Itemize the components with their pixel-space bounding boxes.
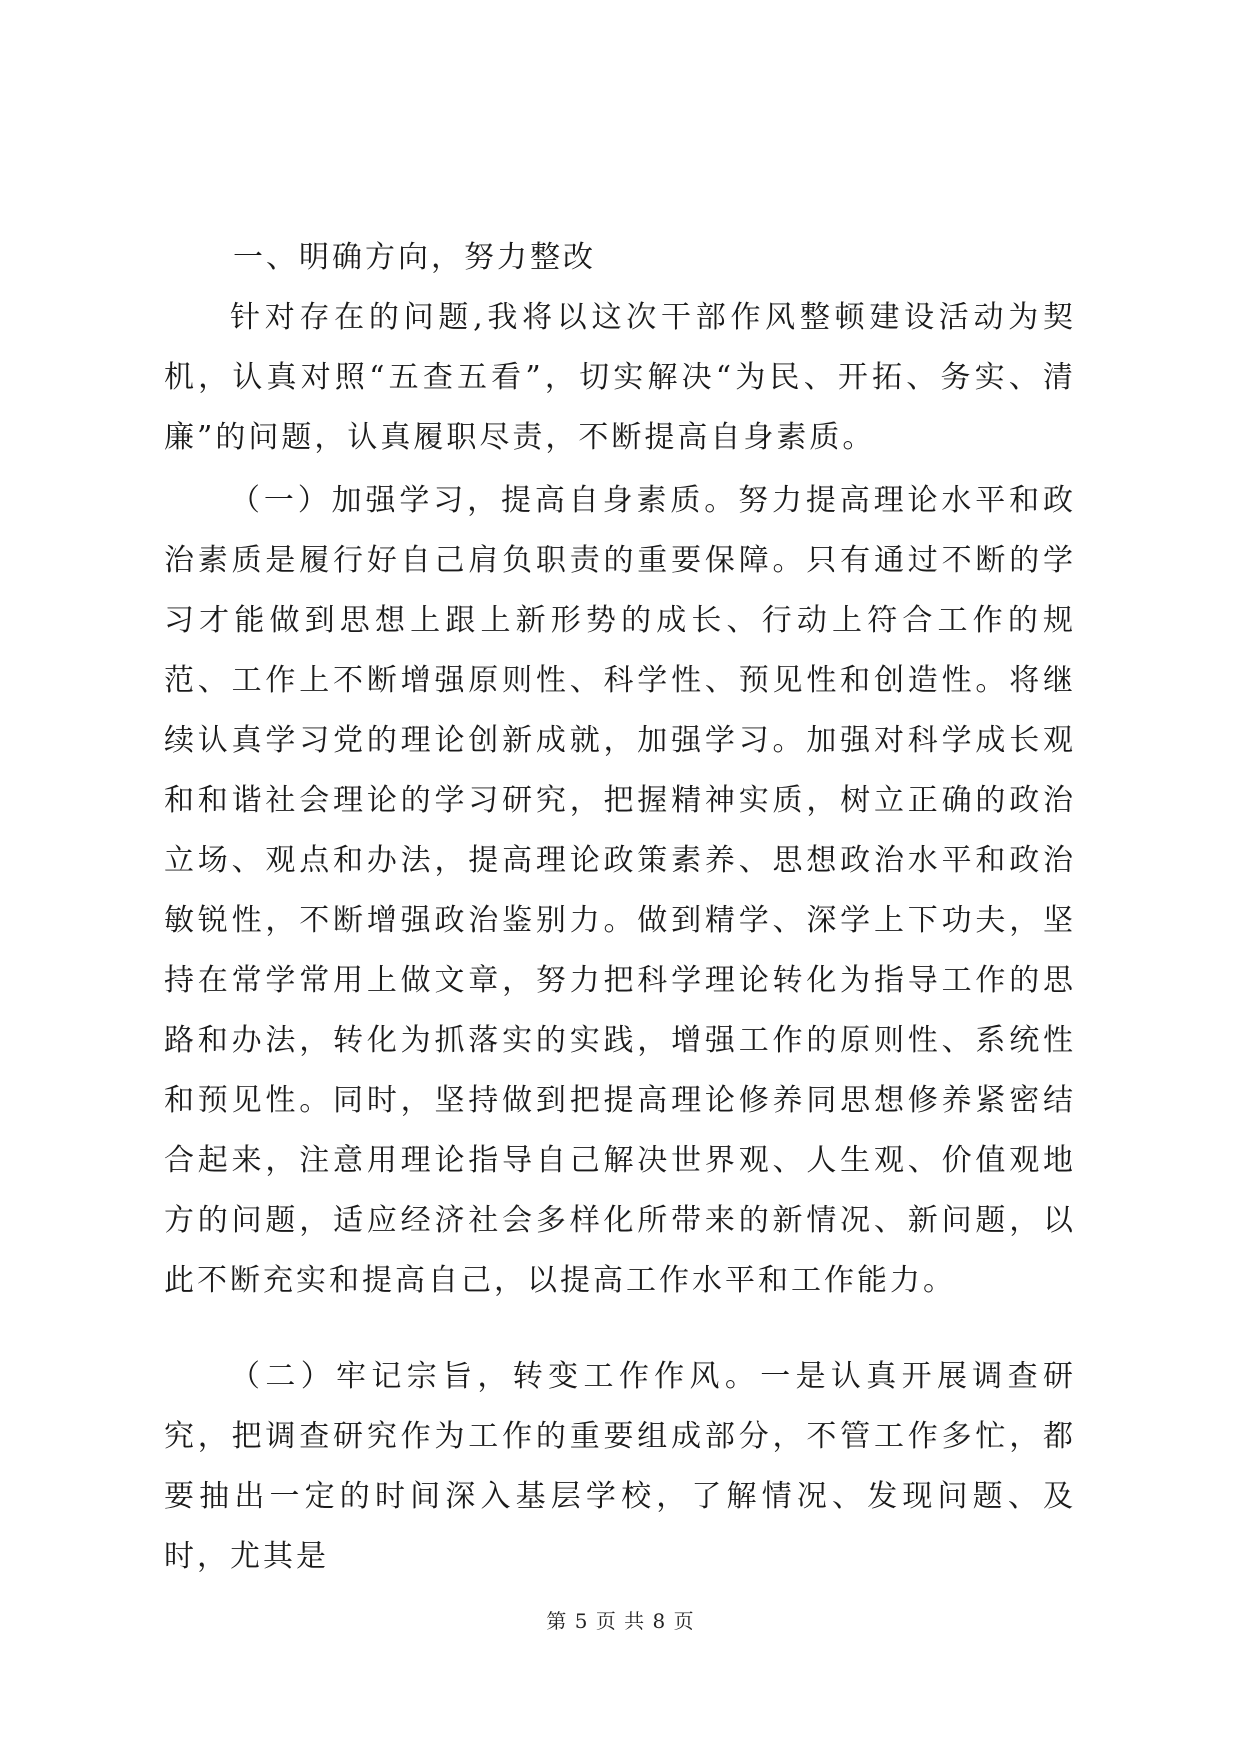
paragraph-work-style: （二）牢记宗旨，转变工作作风。一是认真开展调查研究，把调查研究作为工作的重要组成部分，不管工作多忙，都要抽出一定的时间深入基层学校，了解情况、发现问题、及时，尤其是: [164, 1359, 1076, 1574]
section-heading: 一、明确方向，努力整改: [233, 240, 596, 275]
page-number-footer: 第 5 页 共 8 页: [546, 1609, 695, 1633]
paragraph-intro: 针对存在的问题,我将以这次干部作风整顿建设活动为契机，认真对照“五查五看”，切实解决“为民、开拓、务实、清廉”的问题，认真履职尽责，不断提高自身素质。: [164, 300, 1076, 455]
paragraph-study: （一）加强学习，提高自身素质。努力提高理论水平和政治素质是履行好自己肩负职责的重要保障。只有通过不断的学习才能做到思想上跟上新形势的成长、行动上符合工作的规范、工作上不断增强原则性、科学性、预见性和创造性。将继续认真学习党的理论创新成就，加强学习。加强对科学成长观和和谐社会理论的学习研究，把握精神实质，树立正确的政治立场、观点和办法，提高理论政策素养、思想政治水平和政治敏锐性，不断增强政治鉴别力。做到精学、深学上下功夫，坚持在常学常用上做文章，努力把科学理论转化为指导工作的思路和办法，转化为抓落实的实践，增强工作的原则性、系统性和预见性。同时，坚持做到把提高理论修养同思想修养紧密结合起来，注意用理论指导自己解决世界观、人生观、价值观地方的问题，适应经济社会多样化所带来的新情况、新问题，以此不断充实和提高自己，以提高工作水平和工作能力。: [164, 483, 1076, 1298]
